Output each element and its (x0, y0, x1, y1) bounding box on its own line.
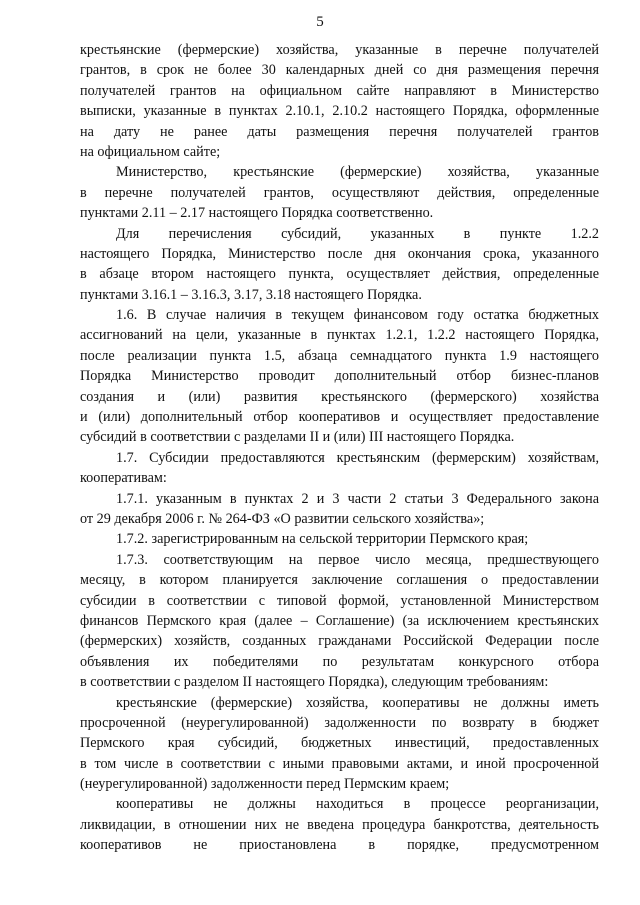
paragraph (80, 448, 599, 489)
text-line: получателей грантов на официальном сайте направляют в Министерство (80, 82, 599, 99)
text-line: просроченной (неурегулированной) задолженности по возврату в бюджет (80, 714, 599, 731)
text-line: (фермерских) хозяйств, созданных гражданами Российской Федерации после (80, 633, 599, 650)
text-line: в абзаце втором настоящего пункта, осуществляет действия, определенные (80, 266, 599, 283)
paragraph (80, 794, 599, 855)
text-line: 1.6. В случае наличия в текущем финансовом году остатка бюджетных (116, 307, 599, 324)
paragraph (80, 40, 599, 162)
text-line: 1.7.3. соответствующим на первое число месяца, предшествующего (116, 551, 599, 568)
text-line: Пермского края субсидий, бюджетных инвестиций, предоставленных (80, 735, 599, 752)
paragraph (80, 529, 599, 549)
paragraph (80, 550, 599, 693)
text-line: Министерство, крестьянские (фермерские) хозяйства, указанные (116, 164, 599, 181)
text-line: Порядка Министерство проводит дополнительный отбор бизнес-планов (80, 368, 599, 385)
text-line: грантов, в срок не более 30 календарных дней со дня размещения перечня (80, 62, 599, 79)
paragraph (80, 162, 599, 223)
text-line: крестьянские (фермерские) хозяйства, указанные в перечне получателей (80, 42, 599, 58)
text-line: 1.7.2. зарегистрированным на сельской территории Пермского края; (116, 531, 529, 548)
paragraph (80, 305, 599, 448)
paragraph (80, 489, 599, 530)
text-line: ассигнований на цели, указанные в пунктах 1.2.1, 1.2.2 настоящего Порядка, (80, 327, 599, 344)
text-line: выписки, указанные в пунктах 2.10.1, 2.10.2 настоящего Порядка, оформленные (80, 103, 599, 120)
text-line: после реализации пункта 1.5, абзаца семнадцатого пункта 1.9 настоящего (80, 347, 599, 364)
text-line: 1.7.1. указанным в пунктах 2 и 3 части 2 статьи 3 Федерального закона (116, 490, 599, 507)
text-line: кооперативы не должны находиться в процессе реорганизации, (116, 796, 599, 813)
text-line: пунктами 3.16.1 – 3.16.3, 3.17, 3.18 настоящего Порядка. (80, 286, 422, 303)
text-line: создания и (или) развития крестьянского (фермерского) хозяйства (80, 388, 599, 405)
text-line: объявления их победителями по результатам конкурсного отбора (80, 653, 599, 670)
page-number: 5 (316, 14, 324, 30)
text-line: кооперативам: (80, 470, 167, 487)
text-line: 1.7. Субсидии предоставляются крестьянским (фермерским) хозяйствам, (116, 449, 599, 466)
text-line: финансов Пермского края (далее – Соглашение) (за исключением крестьянских (80, 612, 599, 629)
text-line: на официальном сайте; (80, 143, 221, 160)
text-line: Для перечисления субсидий, указанных в пункте 1.2.2 (116, 225, 599, 242)
text-line: субсидий в соответствии с разделами II и (или) III настоящего Порядка. (80, 429, 515, 446)
text-line: крестьянские (фермерские) хозяйства, кооперативы не должны иметь (116, 694, 599, 711)
text-line: и (или) дополнительный отбор кооперативов и осуществляет предоставление (80, 409, 599, 426)
text-line: ликвидации, в отношении них не введена процедура банкротства, деятельность (80, 816, 599, 833)
text-line: от 29 декабря 2006 г. № 264-ФЗ «О развитии сельского хозяйства»; (80, 510, 485, 527)
text-line: пунктами 2.11 – 2.17 настоящего Порядка соответственно. (80, 205, 434, 222)
paragraph (80, 693, 599, 795)
text-line: в том числе в соответствии с иными правовыми актами, и иной просроченной (80, 755, 599, 772)
text-line: месяцу, в котором планируется заключение соглашения о предоставлении (80, 572, 599, 589)
text-line: на дату не ранее даты размещения перечня получателей грантов (80, 123, 599, 140)
text-line: в соответствии с разделом II настоящего Порядка), следующим требованиям: (80, 674, 549, 691)
document-body (80, 40, 599, 856)
text-line: (неурегулированной) задолженности перед Пермским краем; (80, 776, 450, 793)
text-line: кооперативов не приостановлена в порядке, предусмотренном (80, 837, 599, 854)
text-line: субсидии в соответствии с типовой формой, установленной Министерством (80, 592, 599, 609)
paragraph (80, 224, 599, 306)
text-line: в перечне получателей грантов, осуществляют действия, определенные (80, 184, 599, 201)
text-line: настоящего Порядка, Министерство после дня окончания срока, указанного (80, 245, 599, 262)
